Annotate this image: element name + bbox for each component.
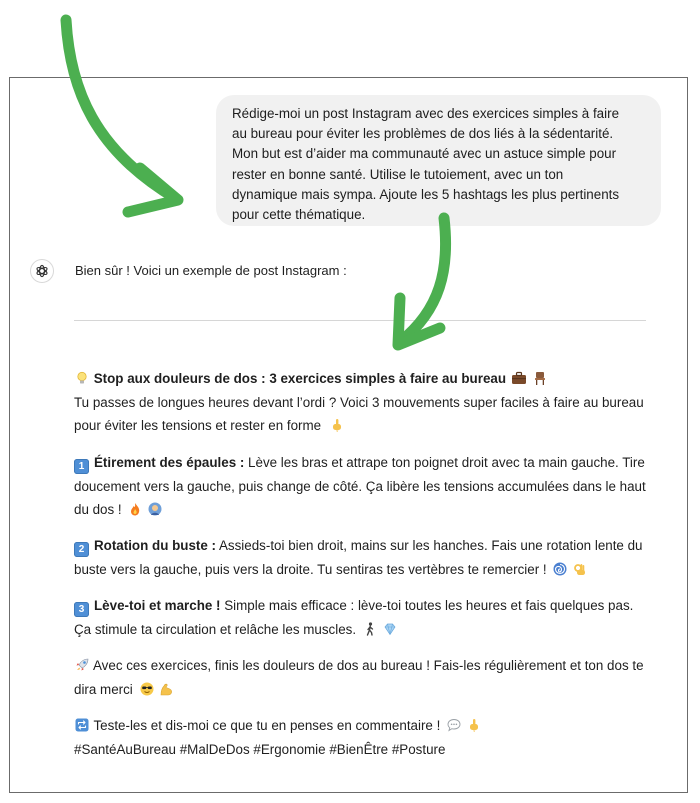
exercise-2-block (74, 534, 664, 581)
fire-icon (128, 500, 142, 514)
lightbulb-icon (75, 369, 89, 383)
exercise-2-text: Assieds-toi bien droit, mains sur les hanches. Fais une rotation lente du (216, 538, 643, 553)
exercise-3-line-2 (74, 618, 664, 642)
hashtags: #SantéAuBureau #MalDeDos #Ergonomie #BienÊtre #Posture (74, 741, 446, 757)
exercise-3-text: Simple mais efficace : lève-toi toutes les heures et fais quelques pas. (220, 598, 634, 613)
closing-line-1 (74, 654, 664, 678)
closing-block (74, 654, 664, 701)
exercise-1-line-2: doucement vers la gauche, puis change de côté. Ça libère les tensions accumulées dans le haut (74, 478, 646, 494)
post-hook-text: pour éviter les tensions et rester en forme (74, 418, 322, 433)
user-message-bubble (216, 95, 661, 226)
pointing-down-icon (467, 716, 481, 730)
exercise-2-line-1 (74, 534, 664, 558)
post-headline-block (74, 367, 664, 438)
user-message-line: Rédige-moi un post Instagram avec des exercices simples à faire (232, 106, 620, 121)
divider (74, 320, 646, 321)
cta-line-1 (74, 714, 664, 738)
post-hook-line-2 (74, 414, 664, 438)
user-message-line: Mon but est d’aider ma communauté avec un astuce simple pour (232, 146, 617, 162)
exercise-1-text: Lève les bras et attrape ton poignet droit avec ta main gauche. Tire (244, 455, 645, 470)
exercise-1-title: Étirement des épaules : (94, 455, 245, 470)
rocket-icon (75, 656, 89, 670)
speech-bubble-icon (447, 716, 461, 730)
cta-text: Teste-les et dis-moi ce que tu en penses en commentaire ! (90, 718, 441, 733)
user-message-line: pour cette thématique. (232, 207, 366, 223)
chair-icon (533, 369, 547, 383)
exercise-3-line-1 (74, 594, 664, 618)
exercise-2-end-text: buste vers la gauche, puis vers la droite. Tu sentiras tes vertèbres te remercier ! (74, 561, 547, 577)
closing-line-2 (74, 678, 664, 702)
keycap-3-icon: 3 (74, 602, 89, 617)
post-headline-title: Stop aux douleurs de dos : 3 exercices simples à faire au bureau (93, 371, 507, 386)
openai-logo-icon (30, 259, 54, 283)
exercise-1-end-text: du dos ! (74, 502, 122, 517)
exercise-3-end-text: Ça stimule ta circulation et relâche les muscles. (74, 621, 357, 637)
diamond-icon (383, 620, 397, 634)
flexed-biceps-icon (159, 680, 173, 694)
closing-end-text: dira merci (74, 681, 133, 697)
cta-block (74, 714, 664, 761)
exercise-2-line-2 (74, 558, 664, 582)
keycap-1-icon: 1 (74, 459, 89, 474)
exercise-2-title: Rotation du buste : (94, 538, 216, 553)
user-message-line: dynamique mais sympa. Ajoute les 5 hashtags les plus pertinents (232, 186, 620, 202)
exercise-1-line-3 (74, 498, 664, 522)
walking-person-icon (363, 620, 377, 634)
post-hook-line: Tu passes de longues heures devant l’ordi ? Voici 3 mouvements super faciles à faire au bureau (74, 394, 644, 410)
ok-hand-icon (573, 560, 587, 574)
cyclone-icon (553, 560, 567, 574)
exercise-1-block (74, 451, 664, 522)
exercise-3-title: Lève-toi et marche ! (94, 598, 221, 613)
sunglasses-face-icon (140, 680, 154, 694)
pointing-down-icon (330, 416, 344, 430)
exercise-1-line-1 (74, 451, 664, 475)
person-meditating-icon (148, 500, 162, 514)
exercise-3-block (74, 594, 664, 641)
briefcase-icon (511, 369, 527, 383)
closing-text: Avec ces exercices, finis les douleurs de dos au bureau ! Fais-les régulièrement et ton dos te (90, 658, 644, 673)
keycap-2-icon: 2 (74, 542, 89, 557)
user-message-line: au bureau pour éviter les problèmes de dos liés à la sédentarité. (232, 126, 614, 142)
post-headline (74, 367, 664, 391)
assistant-intro: Bien sûr ! Voici un exemple de post Instagram : (75, 263, 347, 278)
repeat-icon (75, 716, 89, 730)
user-message-line: rester en bonne santé. Utilise le tutoiement, avec un ton (232, 166, 564, 182)
